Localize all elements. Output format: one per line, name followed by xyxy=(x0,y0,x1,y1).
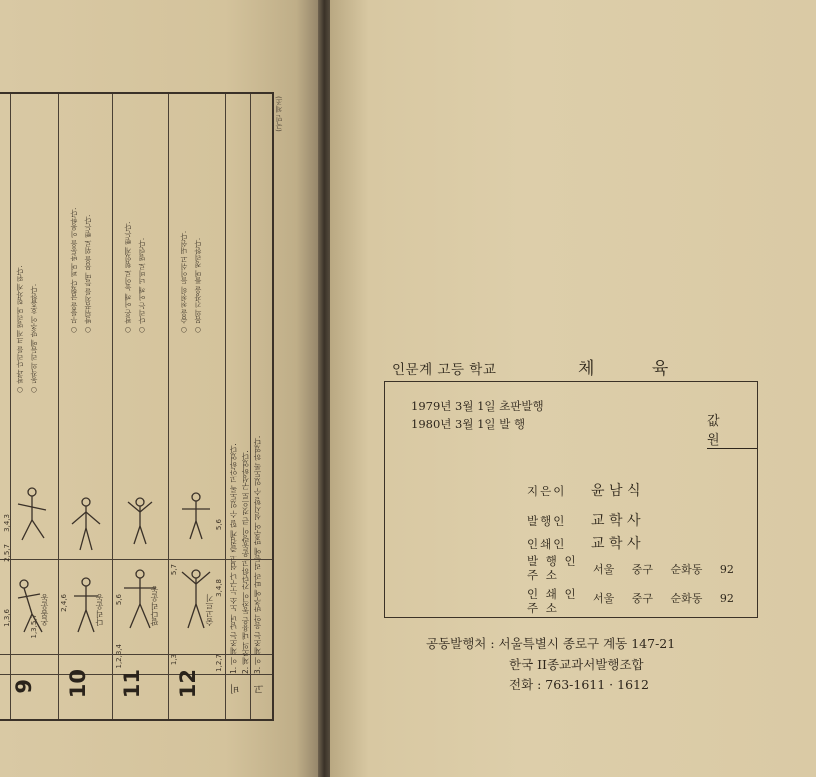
description-text: ○ 몸의 긴장을 풀며 정리한다. xyxy=(194,237,202,334)
remarks-label: 비 xyxy=(231,684,242,694)
joint-publisher: 공동발행처 : 서울특별시 종로구 계동 147-21 xyxy=(426,636,676,651)
address-label: 발 행 인 xyxy=(527,554,578,568)
row-number: 11 xyxy=(120,669,144,699)
figure-number: 1,2,7 xyxy=(215,654,223,672)
phone-number: 전화 : 763-1611 · 1612 xyxy=(509,677,649,692)
title-level: 인문계 고등 학교 xyxy=(392,362,497,378)
colophon-box xyxy=(384,381,758,618)
row-name: 온몸운동 xyxy=(40,594,49,626)
figure-number: 5,6 xyxy=(115,594,123,606)
note-line: 2. 체조의 내용은 동작이 간단하고 운동량이 큰 것으로 구성하였다. xyxy=(241,450,250,674)
credit-label: 발행인 xyxy=(527,514,567,528)
credit-label: 지은이 xyxy=(527,484,567,498)
figure-number: 3,4,3 xyxy=(3,514,11,532)
remarks-label: 고 xyxy=(255,684,266,694)
figure-number: 2,4,6 xyxy=(60,594,68,612)
row-number: 9 xyxy=(12,679,36,694)
description-text: ○ 동작의 리듬에 맞추어 호흡한다. xyxy=(30,283,38,394)
page-label: (국민 체조) xyxy=(275,96,283,132)
address-value: 서울 중구 순화동 92 xyxy=(593,563,734,576)
address-label: 주 소 xyxy=(527,601,559,615)
credit-label: 인쇄인 xyxy=(527,537,567,551)
row-name: 다리운동 xyxy=(95,594,104,626)
figure-number: 1,3,6 xyxy=(3,609,11,627)
description-text: ○ 무릎을 굽혔다 펴며 반동을 이용한다. xyxy=(70,207,78,334)
address-label: 주 소 xyxy=(527,568,559,582)
exercise-table xyxy=(0,92,274,721)
address-label: 인 쇄 인 xyxy=(527,587,578,601)
credit-value: 교 학 사 xyxy=(591,536,641,552)
description-text: ○ 발뒤꿈치를 들며 몸을 위로 뻗는다. xyxy=(84,214,92,334)
description-text: ○ 팔은 어깨 높이로 힘있게 뻗는다. xyxy=(124,221,132,334)
description-text: ○ 팔과 다리를 크게 벌리며 힘차게 뛴다. xyxy=(16,265,24,394)
book-title xyxy=(392,354,752,378)
credit-value: 교 학 사 xyxy=(591,513,641,529)
credit-value: 윤 남 식 xyxy=(591,483,641,499)
price-label: 값 원 xyxy=(707,410,757,449)
title-subject: 체 육 xyxy=(578,359,695,379)
address-value: 서울 중구 순화동 92 xyxy=(593,592,734,605)
edition-line: 1979년 3월 1일 초판발행 xyxy=(411,399,544,413)
description-text: ○ 다리는 어깨 너비로 벌린다. xyxy=(138,237,146,334)
edition-line: 1980년 3월 1일 발 행 xyxy=(411,417,526,431)
figure-number: 5,7 xyxy=(170,564,178,576)
note-line: 1. 이 체조는 남녀 노소 누구나 쉽고 즐겁게 할 수 있도록 고안하였다. xyxy=(229,443,238,674)
table-divider xyxy=(225,94,226,719)
row-name: 팔다리운동 xyxy=(150,586,159,626)
exercise-figure xyxy=(120,494,160,554)
table-divider xyxy=(58,94,59,719)
description-text: ○ 숨을 천천히 들이쉬고 내쉰다. xyxy=(180,230,188,334)
figure-number: 2,5,7 xyxy=(3,544,11,562)
exercise-figure xyxy=(14,484,50,554)
left-page xyxy=(0,0,322,777)
note-line: 3. 이 체조는 음악 반주에 따라 리듬에 맞추어 실시할 수 있도록 하였다. xyxy=(253,435,262,674)
row-number: 12 xyxy=(176,669,200,699)
figure-number: 1,2,3,4 xyxy=(115,644,123,669)
figure-number: 5,6 xyxy=(215,519,223,531)
figure-number: 1,3,5,7 xyxy=(30,614,38,639)
exercise-figure xyxy=(176,489,216,549)
exercise-figure xyxy=(66,494,106,564)
figure-number: 1,3 xyxy=(170,654,178,666)
association-name: 한국 II종교과서발행조합 xyxy=(509,657,644,672)
row-number: 10 xyxy=(66,669,90,699)
table-divider xyxy=(112,94,113,719)
table-divider xyxy=(168,94,169,719)
figure-number: 3,4,8 xyxy=(215,579,223,597)
row-name: 숨고르기 xyxy=(205,594,214,626)
